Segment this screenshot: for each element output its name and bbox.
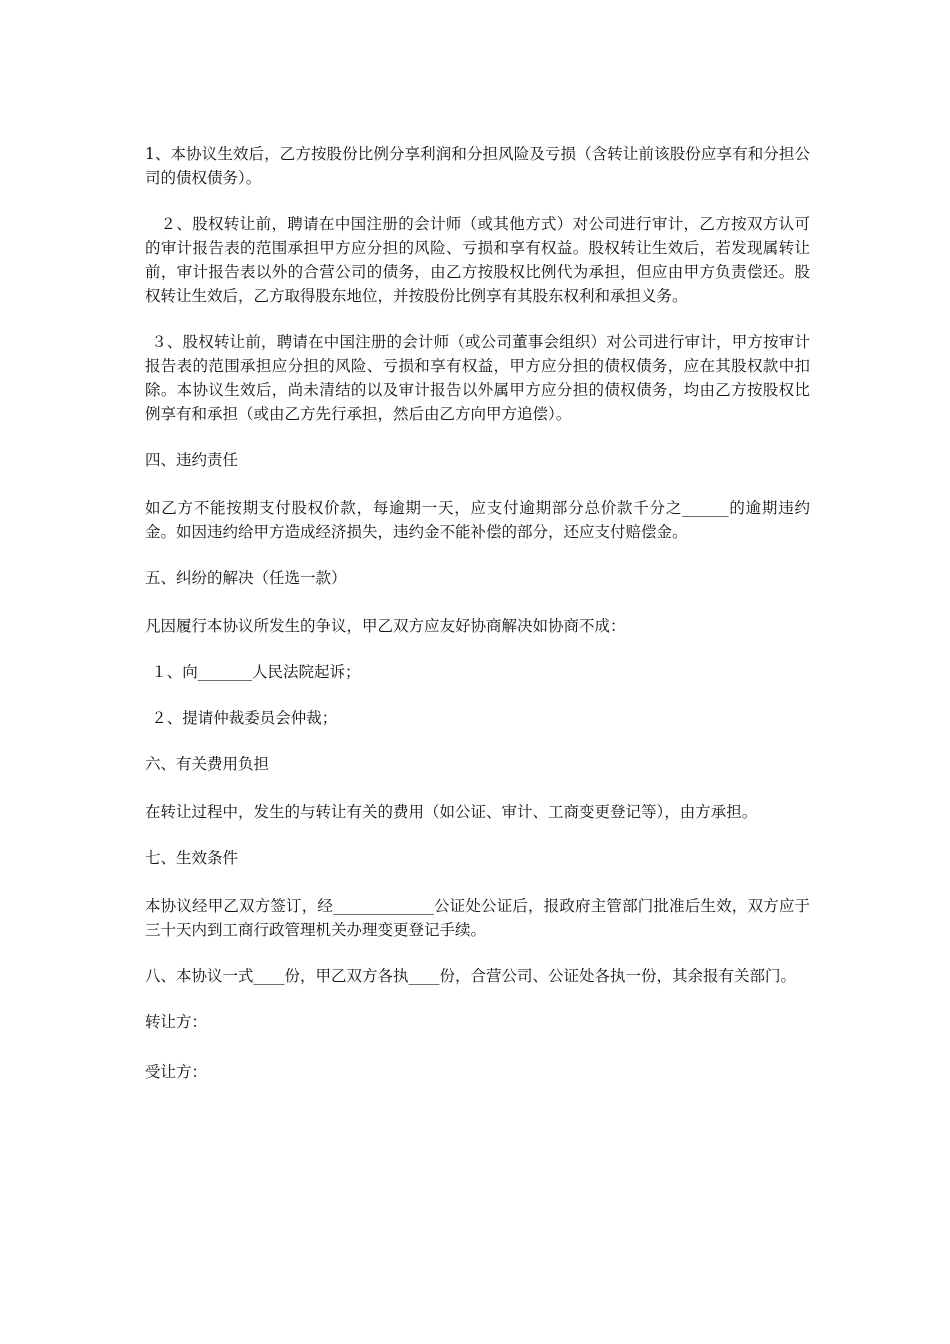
expenses-paragraph: 在转让过程中，发生的与转让有关的费用（如公证、审计、工商变更登记等），由方承担。	[145, 803, 758, 821]
section-heading-expenses: 六、有关费用负担	[145, 755, 270, 773]
effective-conditions-paragraph: 本协议经甲乙双方签订，经_____________公证处公证后，报政府主管部门批准后生效，双方应于三十天内到工商行政管理机关办理变更登记手续。	[145, 897, 810, 939]
dispute-option-2: ２、提请仲裁委员会仲裁；	[151, 709, 338, 727]
copies-paragraph: 八、本协议一式____份，甲乙双方各执____份，合营公司、公证处各执一份，其余报有关部门。	[145, 967, 797, 985]
transferor-signature-label: 转让方：	[145, 1013, 208, 1031]
document-body	[145, 142, 810, 1110]
section-heading-breach-liability: 四、违约责任	[145, 451, 239, 469]
breach-liability-paragraph: 如乙方不能按期支付股权价款，每逾期一天，应支付逾期部分总价款千分之______的逾期违约金。如因违约给甲方造成经济损失，违约金不能补偿的部分，还应支付赔偿金。	[145, 499, 810, 541]
section-heading-dispute-resolution: 五、纠纷的解决（任选一款）	[145, 569, 347, 587]
dispute-resolution-paragraph: 凡因履行本协议所发生的争议，甲乙双方应友好协商解决如协商不成：	[145, 617, 626, 635]
clause-2-paragraph: ２、股权转让前，聘请在中国注册的会计师（或其他方式）对公司进行审计，乙方按双方认可的审计报告表的范围承担甲方应分担的风险、亏损和享有权益。股权转让生效后，若发现属转让前，审计报告表以外的合营公司的债务，由乙方按股权比例代为承担，但应由甲方负责偿还。股权转让生效后，乙方取得股东地位，并按股份比例享有其股东权利和承担义务。	[145, 215, 810, 305]
clause-1-paragraph: 1、本协议生效后，乙方按股份比例分享利润和分担风险及亏损（含转让前该股份应享有和分担公司的债权债务）。	[145, 145, 810, 187]
section-heading-effective-conditions: 七、生效条件	[145, 849, 239, 867]
dispute-option-1: １、向_______人民法院起诉；	[151, 663, 361, 681]
transferee-signature-label: 受让方：	[145, 1063, 208, 1081]
clause-3-paragraph: ３、股权转让前，聘请在中国注册的会计师（或公司董事会组织）对公司进行审计，甲方按审计报告表的范围承担应分担的风险、亏损和享有权益，甲方应分担的债权债务，应在其股权款中扣除。本协议生效后，尚未清结的以及审计报告以外属甲方应分担的债权债务，均由乙方按股权比例享有和承担（或由乙方先行承担，然后由乙方向甲方追偿）。	[145, 333, 810, 423]
